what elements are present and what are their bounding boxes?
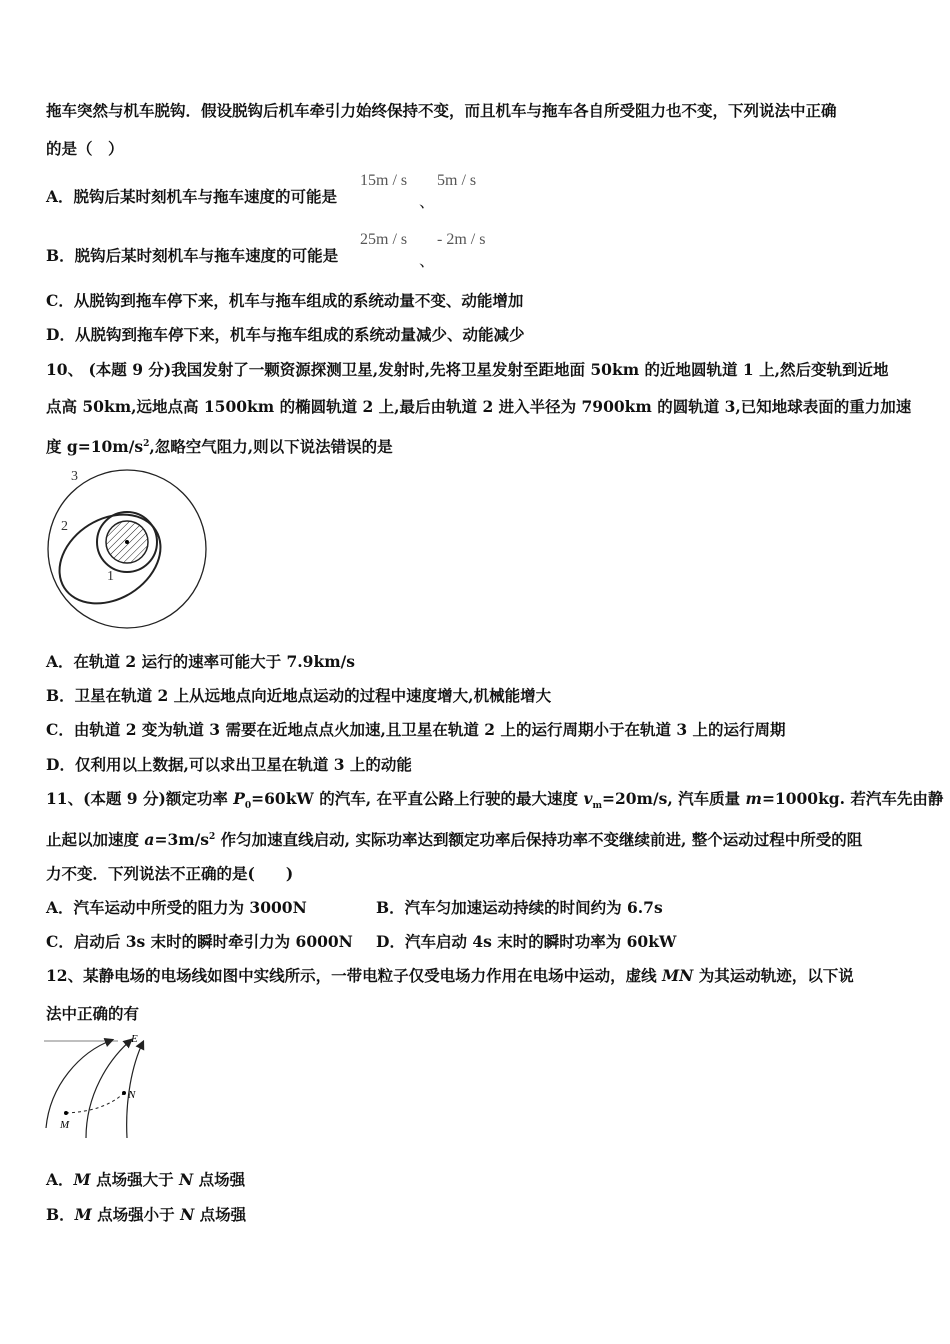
q12-l1-a: 12、某静电场的电场线如图中实线所示，一带电粒子仅受电场力作用在电场中运动，虚线	[46, 966, 662, 985]
q11-line-1	[46, 789, 943, 816]
q11-l1-a: 11、(本题 9 分)额定功率	[46, 789, 234, 808]
q12-a-mid: 点场强大于	[90, 1170, 179, 1189]
q12-b-N: N	[180, 1205, 195, 1224]
field-line-left	[46, 1040, 112, 1128]
label-N: N	[128, 1089, 136, 1101]
q9-option-a-v2: 5m / s	[437, 172, 477, 189]
q12-b-M: M	[74, 1205, 92, 1224]
q10-line-3-post: ,忽略空气阻力,则以下说法错误的是	[149, 437, 393, 457]
q10-line-1: 10、 (本题 9 分)我国发射了一颗资源探测卫星,发射时,先将卫星发射至距地面 50km 的近地圆轨道 1 上,然后变轨到近地	[46, 360, 889, 379]
q11-l1-Psub: 0	[244, 801, 252, 812]
q9-option-a-sep: 、	[419, 194, 436, 211]
q11-option-d: D．汽车启动 4s 末时的瞬时功率为 60kW	[376, 932, 677, 951]
q10-line-3-sup: 2	[143, 439, 150, 449]
q10-option-a: A．在轨道 2 运行的速率可能大于 7.9km/s	[46, 652, 355, 671]
q11-option-a: A．汽车运动中所受的阻力为 3000N	[46, 898, 307, 917]
q11-l2-avar: a	[144, 830, 155, 850]
q12-line-2: 法中正确的有	[46, 1004, 140, 1023]
orbit-diagram	[40, 462, 215, 632]
q10-option-b: B．卫星在轨道 2 上从远地点向近地点运动的过程中速度增大,机械能增大	[46, 686, 552, 705]
q12-a-post: 点场强	[193, 1170, 246, 1189]
q9-option-a-text: A．脱钩后某时刻机车与拖车速度的可能是	[46, 187, 338, 206]
orbit-label-1: 1	[107, 569, 114, 584]
intro-line-2: 的是（ ）	[46, 139, 124, 158]
intro-line-1: 拖车突然与机车脱钩．假设脱钩后机车牵引力始终保持不变，而且机车与拖车各自所受阻力也不变，下列说法中正确	[46, 101, 837, 120]
q11-l2-sup: 2	[209, 832, 216, 842]
label-E: E	[131, 1033, 138, 1045]
q11-l2-c: 作匀加速直线启动, 实际功率达到额定功率后保持功率不变继续前进, 整个运动过程中所受的阻	[215, 830, 863, 850]
q9-option-b-v1: 25m / s	[360, 231, 408, 248]
q10-line-3	[46, 434, 393, 457]
q9-option-c: C．从脱钩到拖车停下来，机车与拖车组成的系统动量不变、动能增加	[46, 291, 524, 310]
q10-option-c: C．由轨道 2 变为轨道 3 需要在近地点点火加速,且卫星在轨道 2 上的运行周期小于在轨道 3 上的运行周期	[46, 720, 786, 739]
point-N	[122, 1091, 126, 1095]
q9-option-d: D．从脱钩到拖车停下来，机车与拖车组成的系统动量减少、动能减少	[46, 325, 525, 344]
q10-option-d: D．仅利用以上数据,可以求出卫星在轨道 3 上的动能	[46, 755, 412, 774]
q11-l1-m: m	[745, 789, 762, 808]
q12-b-pre: B．	[46, 1205, 75, 1224]
q12-b-mid: 点场强小于	[91, 1205, 181, 1224]
q11-line-3: 力不变．下列说法不正确的是( )	[46, 864, 294, 883]
orbit-label-2: 2	[61, 519, 68, 534]
q11-l2-a: 止起以加速度	[46, 830, 145, 850]
q12-b-post: 点场强	[194, 1205, 247, 1224]
q9-option-a	[46, 187, 337, 207]
q12-l1-b: 为其运动轨迹，以下说	[693, 966, 854, 985]
q9-option-b	[46, 246, 338, 266]
q12-a-M: M	[73, 1170, 91, 1189]
field-line-diagram	[40, 1030, 160, 1145]
q11-l2-b: =3m/s	[154, 830, 210, 850]
field-line-middle	[86, 1040, 131, 1138]
q11-option-c: C．启动后 3s 末时的瞬时牵引力为 6000N	[46, 932, 353, 951]
earth-center-dot	[125, 540, 129, 544]
q11-l1-c: =20m/s, 汽车质量	[601, 789, 746, 808]
point-M	[64, 1111, 68, 1115]
q11-line-2	[46, 827, 862, 850]
q10-line-3-pre: 度 g=10m/s	[46, 437, 144, 457]
q9-option-a-v1: 15m / s	[360, 172, 408, 189]
q12-a-N: N	[179, 1170, 194, 1189]
q12-l1-MN: MN	[661, 966, 694, 985]
q10-line-2: 点高 50km,远地点高 1500km 的椭圆轨道 2 上,最后由轨道 2 进入半径为 7900km 的圆轨道 3,已知地球表面的重力加速	[46, 397, 912, 416]
q12-line-1	[46, 966, 854, 986]
q11-l1-P: P	[233, 789, 245, 808]
label-M: M	[60, 1119, 70, 1131]
q12-a-pre: A．	[46, 1170, 74, 1189]
q11-l1-b: =60kW 的汽车, 在平直公路上行驶的最大速度	[251, 789, 584, 808]
q11-l1-vsub: m	[592, 801, 602, 812]
orbit-label-3: 3	[71, 469, 78, 484]
q12-option-a	[46, 1170, 245, 1190]
q11-option-b: B．汽车匀加速运动持续的时间约为 6.7s	[376, 898, 663, 917]
q9-option-b-text: B．脱钩后某时刻机车与拖车速度的可能是	[46, 246, 339, 265]
q11-l1-v: v	[583, 789, 593, 808]
q9-option-b-v2: - 2m / s	[437, 231, 486, 248]
q9-option-b-sep: 、	[419, 253, 436, 270]
q11-l1-d: =1000kg. 若汽车先由静	[761, 789, 944, 808]
trajectory-MN	[66, 1093, 124, 1113]
q12-option-b	[46, 1205, 246, 1225]
orbit-2-ellipse	[43, 496, 177, 621]
